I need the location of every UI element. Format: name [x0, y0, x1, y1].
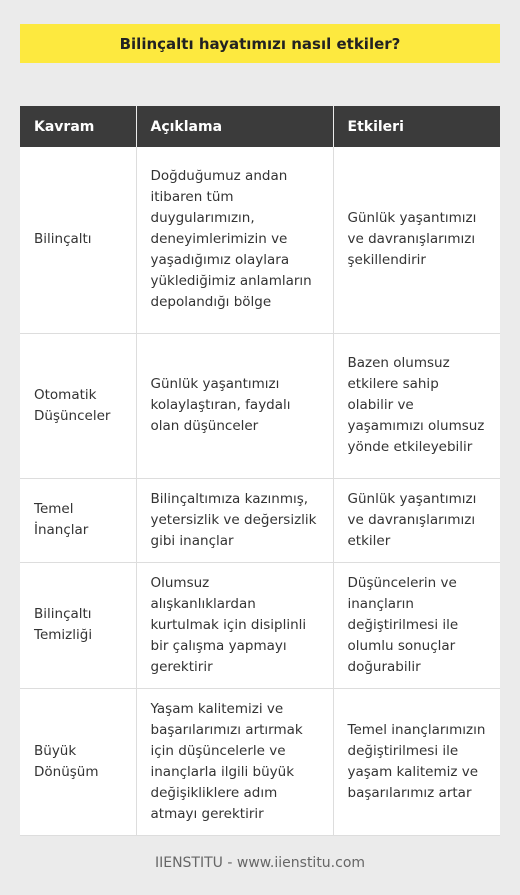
cell-etkileri: Temel inançlarımızın değiştirilmesi ile yaşam kalitemiz ve başarılarımız artar — [333, 688, 500, 835]
cell-kavram: Bilinçaltı — [20, 147, 136, 333]
cell-aciklama: Günlük yaşantımızı kolaylaştıran, faydalı olan düşünceler — [136, 333, 333, 478]
table-row — [20, 562, 500, 688]
header-kavram: Kavram — [20, 106, 136, 147]
page-title — [20, 24, 500, 63]
table-row — [20, 478, 500, 562]
cell-kavram: Otomatik Düşünceler — [20, 333, 136, 478]
cell-kavram: Bilinçaltı Temizliği — [20, 562, 136, 688]
table-row — [20, 333, 500, 478]
table-header-row — [20, 106, 500, 147]
cell-etkileri: Bazen olumsuz etkilere sahip olabilir ve yaşamımızı olumsuz yönde etkileyebilir — [333, 333, 500, 478]
cell-kavram: Temel İnançlar — [20, 478, 136, 562]
concept-table — [20, 106, 500, 836]
table-row — [20, 147, 500, 333]
header-aciklama: Açıklama — [136, 106, 333, 147]
page-title-text: Bilinçaltı hayatımızı nasıl etkiler? — [119, 34, 401, 53]
header-etkileri: Etkileri — [333, 106, 500, 147]
cell-etkileri: Günlük yaşantımızı ve davranışlarımızı etkiler — [333, 478, 500, 562]
cell-aciklama: Olumsuz alışkanlıklardan kurtulmak için disiplinli bir çalışma yapmayı gerektirir — [136, 562, 333, 688]
table-row — [20, 688, 500, 835]
cell-aciklama: Yaşam kalitemizi ve başarılarımızı artırmak için düşüncelerle ve inançlarla ilgili büyük değişikliklere adım atmayı gerektirir — [136, 688, 333, 835]
cell-etkileri: Düşüncelerin ve inançların değiştirilmesi ile olumlu sonuçlar doğurabilir — [333, 562, 500, 688]
cell-aciklama: Doğduğumuz andan itibaren tüm duygularımızın, deneyimlerimizin ve yaşadığımız olaylara yüklediğimiz anlamların depolandığı bölge — [136, 147, 333, 333]
footer-credit: IIENSTITU - www.iienstitu.com — [154, 855, 366, 871]
cell-kavram: Büyük Dönüşüm — [20, 688, 136, 835]
cell-aciklama: Bilinçaltımıza kazınmış, yetersizlik ve değersizlik gibi inançlar — [136, 478, 333, 562]
cell-etkileri: Günlük yaşantımızı ve davranışlarımızı şekillendirir — [333, 147, 500, 333]
